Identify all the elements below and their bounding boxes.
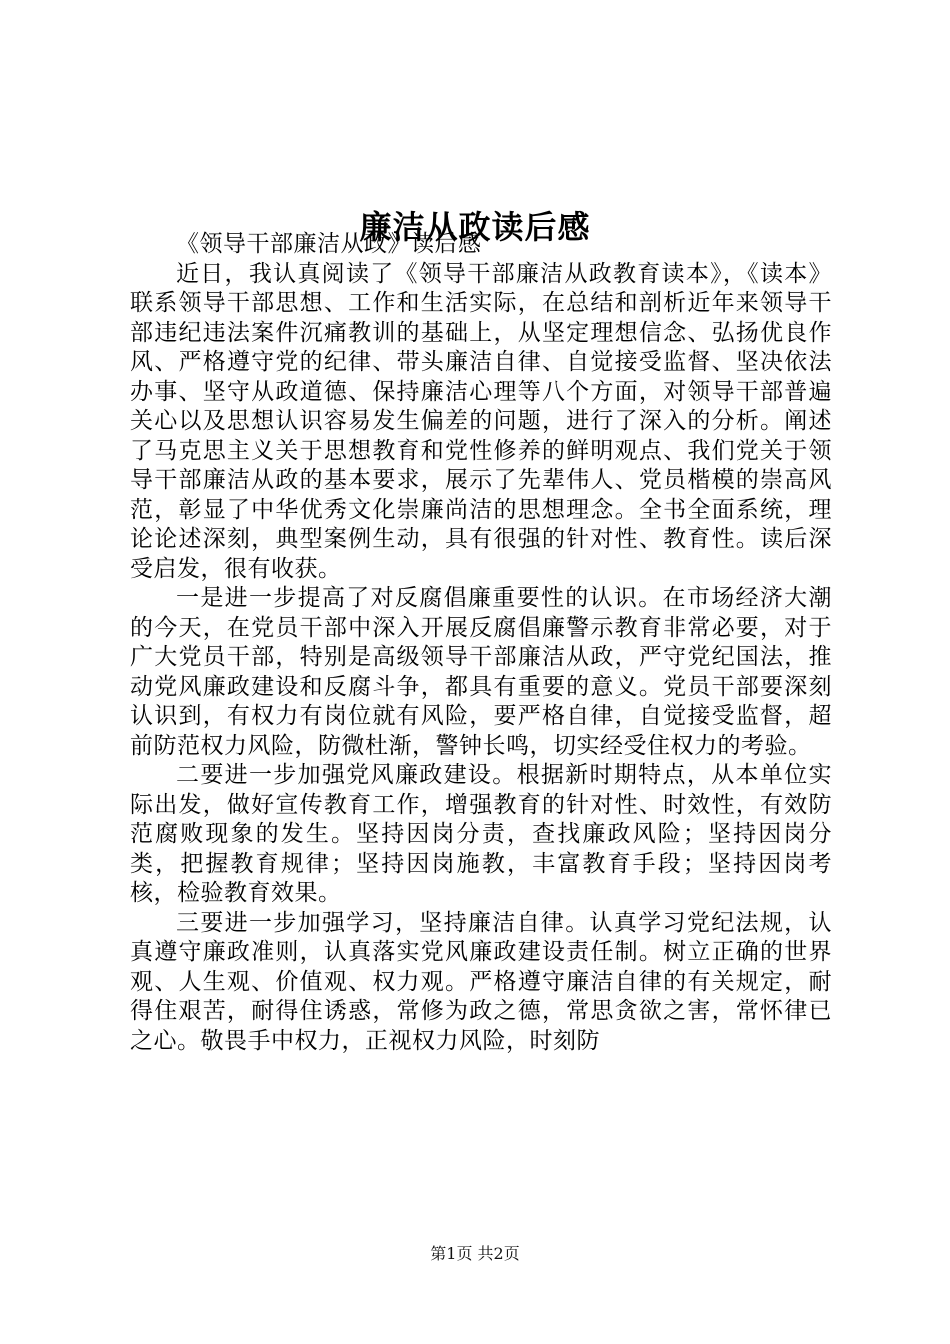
body-paragraph-1: 一是进一步提高了对反腐倡廉重要性的认识。在市场经济大潮的今天，在党员干部中深入开展反腐倡廉警示教育非常必要，对于广大党员干部，特别是高级领导干部廉洁从政，严守党纪国法，推动党风廉政建设和反腐斗争，都具有重要的意义。党员干部要深刻认识到，有权力有岗位就有风险，要严格自律，自觉接受监督，超前防范权力风险，防微杜渐，警钟长鸣，切实经受住权力的考验。 [130, 585, 832, 759]
intro-paragraph: 近日，我认真阅读了《领导干部廉洁从政教育读本》，《读本》联系领导干部思想、工作和生活实际，在总结和剖析近年来领导干部违纪违法案件沉痛教训的基础上，从坚定理想信念、弘扬优良作风、严格遵守党的纪律、带头廉洁自律、自觉接受监督、坚决依法办事、坚守从政道德、保持廉洁心理等八个方面，对领导干部普遍关心以及思想认识容易发生偏差的问题，进行了深入的分析。阐述了马克思主义关于思想教育和党性修养的鲜明观点、我们党关于领导干部廉洁从政的基本要求，展示了先辈伟人、党员楷模的崇高风范，彰显了中华优秀文化崇廉尚洁的思想理念。全书全面系统，理论论述深刻，典型案例生动，具有很强的针对性、教育性。读后深受启发，很有收获。 [130, 260, 832, 582]
page-footer: 第1页 共2页 [430, 1244, 520, 1263]
body-paragraph-2: 二要进一步加强党风廉政建设。根据新时期特点，从本单位实际出发，做好宣传教育工作，增强教育的针对性、时效性，有效防范腐败现象的发生。坚持因岗分责，查找廉政风险；坚持因岗分类，把握教育规律；坚持因岗施教，丰富教育手段；坚持因岗考核，检验教育效果。 [130, 762, 832, 906]
subtitle-paragraph: 《领导干部廉洁从政》读后感 [176, 231, 482, 257]
body-paragraph-3: 三要进一步加强学习，坚持廉洁自律。认真学习党纪法规，认真遵守廉政准则，认真落实党风廉政建设责任制。树立正确的世界观、人生观、价值观、权力观。严格遵守廉洁自律的有关规定，耐得住艰苦，耐得住诱惑，常修为政之德，常思贪欲之害，常怀律已之心。敬畏手中权力，正视权力风险，时刻防 [130, 909, 832, 1054]
document-title: 廉洁从政读后感 [359, 208, 591, 247]
document-body [130, 230, 832, 1056]
